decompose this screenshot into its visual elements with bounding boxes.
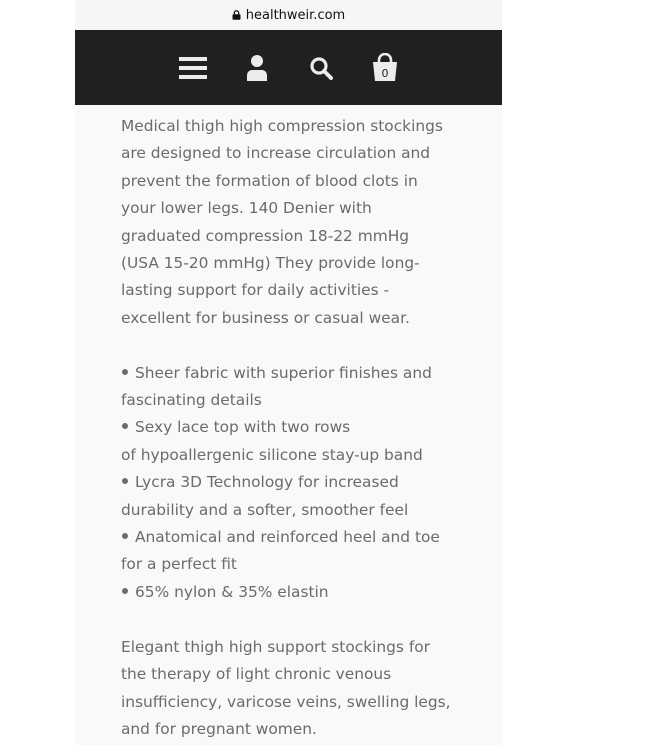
feature-item: Sheer fabric with superior finishes and xyxy=(121,360,471,387)
cart-icon[interactable] xyxy=(370,53,400,83)
url-text: healthweir.com xyxy=(245,7,346,23)
feature-item-continuation: for a perfect fit xyxy=(121,555,237,574)
cart-count: 0 xyxy=(381,66,388,80)
bullet-icon xyxy=(122,423,128,429)
feature-item-continuation: fascinating details xyxy=(121,391,262,410)
text-line: (USA 15-20 mmHg) They provide long- xyxy=(121,254,420,273)
bullet-icon xyxy=(122,588,128,594)
menu-icon[interactable] xyxy=(178,53,208,83)
site-header-nav xyxy=(75,30,502,105)
bullet-icon xyxy=(122,478,128,484)
mobile-browser-frame xyxy=(75,0,502,745)
bullet-icon xyxy=(122,533,128,539)
description-paragraph-1 xyxy=(121,113,471,332)
text-line: Elegant thigh high support stockings for xyxy=(121,637,430,656)
description-paragraph-2 xyxy=(121,634,471,744)
bullet-icon xyxy=(122,369,128,375)
text-line: insufficiency, varicose veins, swelling legs, xyxy=(121,692,451,711)
feature-item: Sexy lace top with two rows xyxy=(121,414,471,441)
text-line: your lower legs. 140 Denier with xyxy=(121,199,372,218)
text-line: prevent the formation of blood clots in xyxy=(121,171,418,190)
text-line: excellent for business or casual wear. xyxy=(121,308,410,327)
text-line: Medical thigh high compression stockings xyxy=(121,117,443,135)
product-description xyxy=(121,113,471,743)
search-icon[interactable] xyxy=(306,53,336,83)
feature-list xyxy=(121,360,471,607)
feature-item: 65% nylon & 35% elastin xyxy=(121,579,471,606)
text-line: lasting support for daily activities - xyxy=(121,281,390,300)
url-bar[interactable] xyxy=(75,0,502,30)
account-icon[interactable] xyxy=(242,53,272,83)
text-line: are designed to increase circulation and xyxy=(121,144,431,163)
feature-item-continuation: durability and a softer, smoother feel xyxy=(121,500,409,519)
feature-item: Lycra 3D Technology for increased xyxy=(121,469,471,496)
text-line: and for pregnant women. xyxy=(121,719,317,738)
feature-item: Anatomical and reinforced heel and toe xyxy=(121,524,471,551)
text-line: graduated compression 18-22 mmHg xyxy=(121,226,410,245)
feature-item-continuation: of hypoallergenic silicone stay-up band xyxy=(121,445,423,464)
lock-icon xyxy=(232,10,241,20)
text-line: the therapy of light chronic venous xyxy=(121,665,392,684)
